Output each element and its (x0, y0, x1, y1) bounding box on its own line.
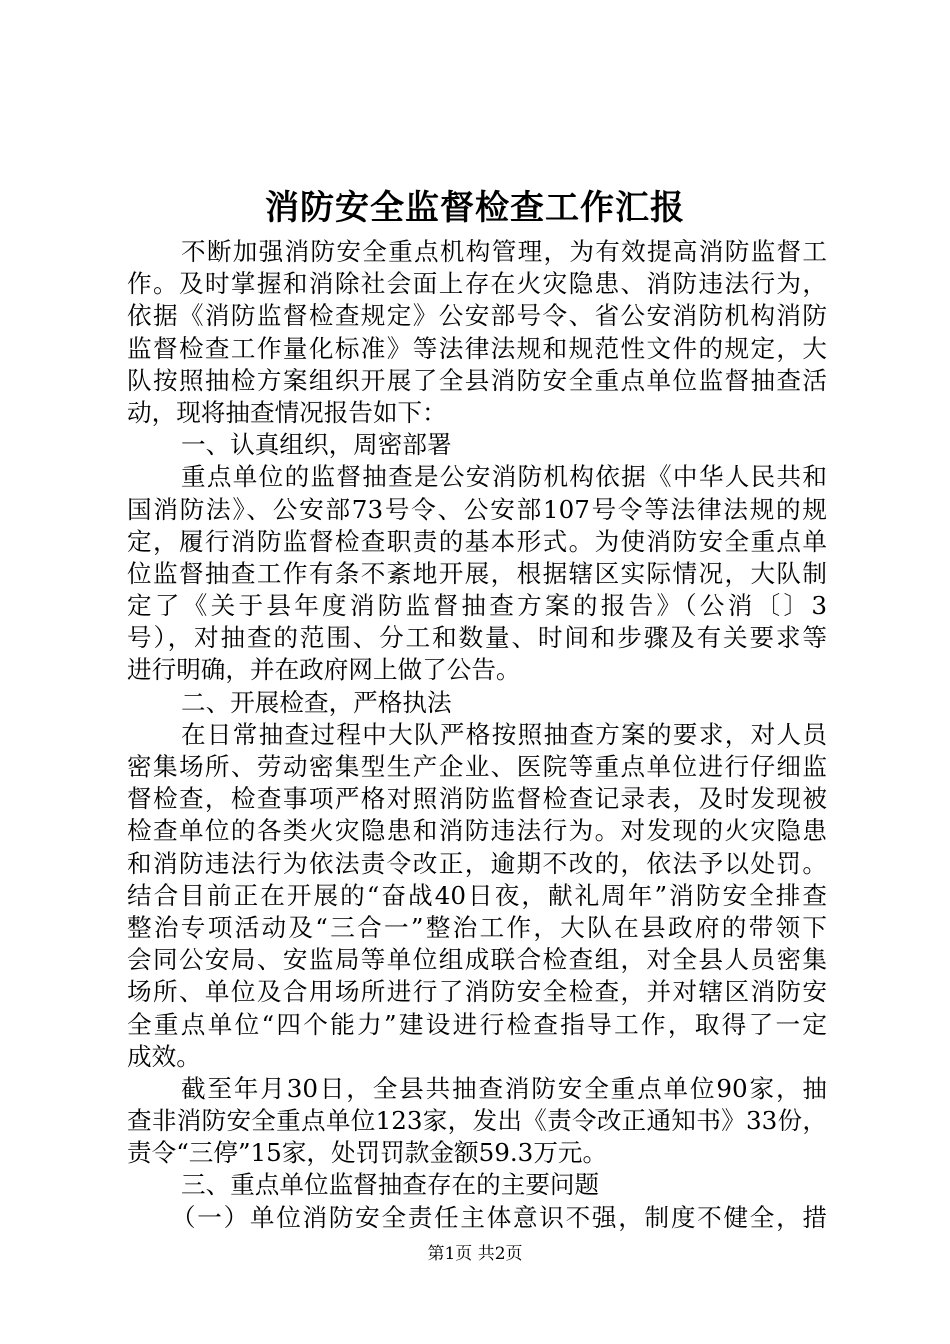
body-line: 查非消防安全重点单位123家，发出《责令改正通知书》33份， (127, 1106, 827, 1136)
body-line: 号），对抽查的范围、分工和数量、时间和步骤及有关要求等 (127, 623, 827, 653)
body-line: 场所、单位及合用场所进行了消防安全检查，并对辖区消防安 (127, 977, 827, 1007)
body-line: 会同公安局、安监局等单位组成联合检查组，对全县人员密集 (127, 945, 827, 975)
page-footer: 第1页 共2页 (427, 1244, 523, 1264)
body-line: 不断加强消防安全重点机构管理，为有效提高消防监督工 (181, 237, 827, 266)
body-line: 密集场所、劳动密集型生产企业、医院等重点单位进行仔细监 (127, 752, 827, 781)
body-line: 监督检查工作量化标准》等法律法规和规范性文件的规定，大 (127, 333, 827, 363)
body-line: 结合目前正在开展的“奋战40日夜，献礼周年”消防安全排查 (127, 880, 827, 910)
body-line: 在日常抽查过程中大队严格按照抽查方案的要求，对人员 (181, 719, 827, 749)
body-line: （一）单位消防安全责任主体意识不强，制度不健全，措 (171, 1202, 827, 1232)
body-line: 重点单位的监督抽查是公安消防机构依据《中华人民共和 (181, 462, 827, 492)
body-line: 检查单位的各类火灾隐患和消防违法行为。对发现的火灾隐患 (127, 816, 827, 846)
body-line: 作。及时掌握和消除社会面上存在火灾隐患、消防违法行为， (127, 269, 827, 299)
body-line: 责令“三停”15家，处罚罚款金额59.3万元。 (127, 1138, 608, 1168)
body-line: 定了《关于县年度消防监督抽查方案的报告》（公消〔〕3 (127, 591, 827, 621)
body-line: 定，履行消防监督检查职责的基本形式。为使消防安全重点单 (127, 526, 827, 556)
body-line: 队按照抽检方案组织开展了全县消防安全重点单位监督抽查活 (127, 365, 827, 395)
body-line: 截至年月30日，全县共抽查消防安全重点单位90家，抽 (181, 1073, 827, 1103)
body-line: 整治专项活动及“三合一”整治工作，大队在县政府的带领下 (127, 912, 827, 942)
body-line: 三、重点单位监督抽查存在的主要问题 (181, 1170, 600, 1200)
document-body (127, 236, 827, 1234)
body-line: 位监督抽查工作有条不紊地开展，根据辖区实际情况，大队制 (127, 558, 827, 588)
body-line: 国消防法》、公安部73号令、公安部107号令等法律法规的规 (127, 494, 827, 524)
body-line: 全重点单位“四个能力”建设进行检查指导工作，取得了一定 (127, 1009, 827, 1039)
body-line: 二、开展检查，严格执法 (181, 687, 452, 717)
body-line: 和消防违法行为依法责令改正，逾期不改的，依法予以处罚。 (127, 848, 827, 878)
document-title: 消防安全监督检查工作汇报 (265, 188, 685, 228)
body-line: 进行明确，并在政府网上做了公告。 (127, 655, 521, 685)
body-line: 动，现将抽查情况报告如下： (127, 397, 447, 427)
body-line: 一、认真组织，周密部署 (181, 430, 452, 460)
body-line: 依据《消防监督检查规定》公安部号令、省公安消防机构消防 (127, 301, 827, 331)
body-line: 成效。 (127, 1041, 201, 1071)
body-line: 督检查，检查事项严格对照消防监督检查记录表，及时发现被 (127, 784, 827, 814)
